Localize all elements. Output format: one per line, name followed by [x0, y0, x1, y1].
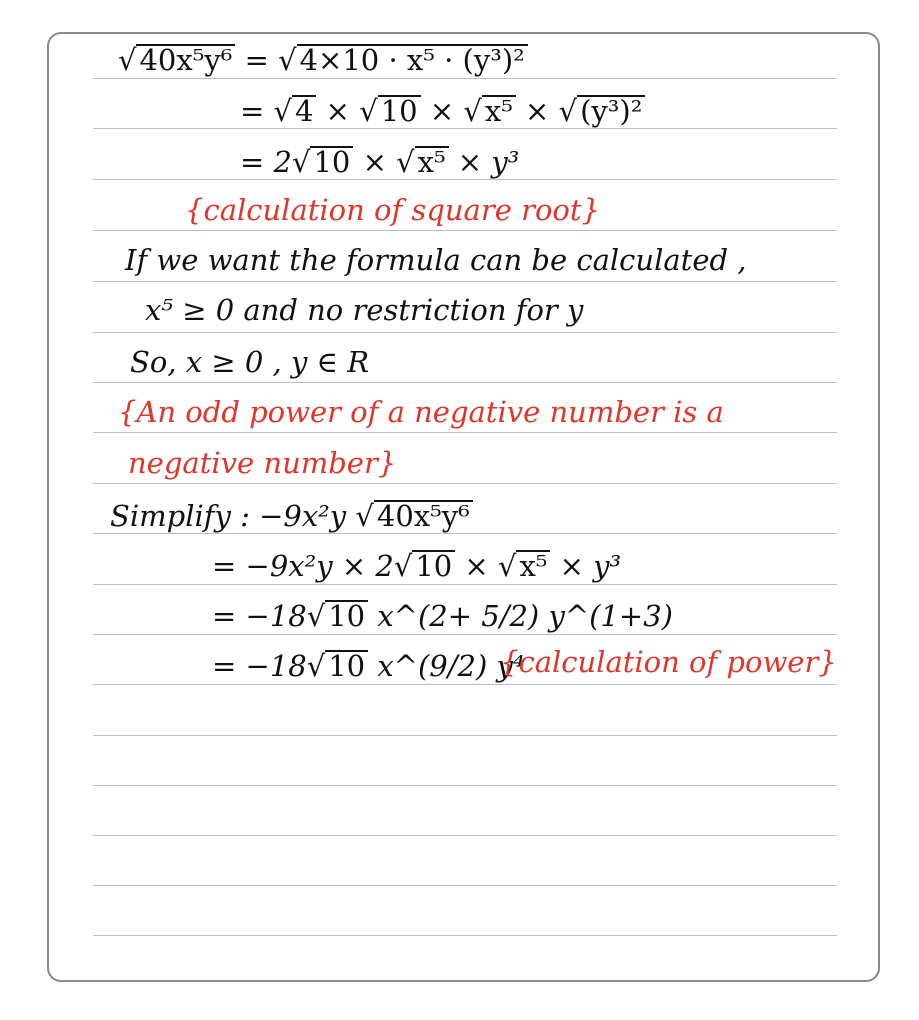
paragraph-line-2: x⁵ ≥ 0 and no restriction for y — [145, 293, 584, 327]
equation-line-2: = √ 4 × √ 10 × √ x⁵ × √ (y³)² — [240, 95, 645, 126]
ruled-line — [93, 78, 837, 79]
ruled-line — [93, 634, 837, 635]
paragraph-line-1: If we want the formula can be calculated , — [125, 243, 747, 277]
ruled-line — [93, 935, 837, 936]
ruled-line — [93, 533, 837, 534]
ruled-line — [93, 432, 837, 433]
simplify-line-3: = −18√ 10 x^(2+ 5/2) y^(1+3) — [212, 599, 673, 633]
ruled-line — [93, 179, 837, 180]
ruled-line — [93, 230, 837, 231]
ruled-line — [93, 584, 837, 585]
note-square-root: {calculation of square root} — [185, 193, 600, 227]
ruled-line — [93, 684, 837, 685]
ruled-line — [93, 885, 837, 886]
radical: 40x⁵y⁶ — [136, 44, 235, 75]
equation-line-1: √ 40x⁵y⁶ = √ 4×10 · x⁵ · (y³)² — [118, 44, 528, 75]
ruled-line — [93, 281, 837, 282]
ruled-line — [93, 835, 837, 836]
note-power: {calculation of power} — [500, 645, 837, 679]
simplify-line-1: Simplify : −9x²y √ 40x⁵y⁶ — [110, 500, 473, 531]
paragraph-line-3: So, x ≥ 0 , y ∈ R — [130, 345, 370, 379]
ruled-line — [93, 382, 837, 383]
equation-line-3: = 2√ 10 × √ x⁵ × y³ — [240, 145, 520, 179]
simplify-line-2: = −9x²y × 2√ 10 × √ x⁵ × y³ — [212, 549, 622, 583]
note-odd-power-line-1: {An odd power of a negative number is a — [118, 395, 724, 429]
ruled-line — [93, 785, 837, 786]
ruled-line — [93, 735, 837, 736]
note-odd-power-line-2: negative number} — [128, 446, 397, 480]
radical: 4×10 · x⁵ · (y³)² — [297, 44, 528, 75]
ruled-line — [93, 128, 837, 129]
ruled-line — [93, 332, 837, 333]
simplify-line-4: = −18√ 10 x^(9/2) y⁴ — [212, 649, 525, 683]
ruled-line — [93, 483, 837, 484]
